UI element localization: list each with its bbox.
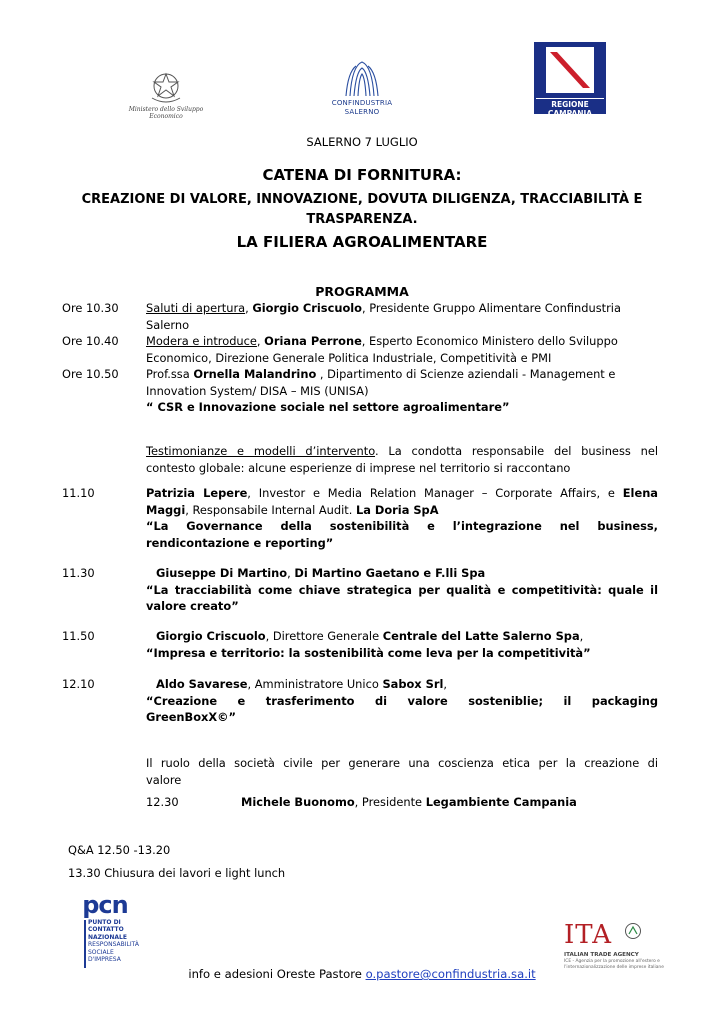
ita-caption-sub: ICE - Agenzia per la promozione all'estero e [564,959,660,964]
session-type: Saluti di apertura [146,301,246,315]
talk-title: “La tracciabilità come chiave strategica per qualità e competitività: quale il [146,582,658,597]
session-time: Ore 10.30 [62,301,119,315]
italian-emblem-icon [118,68,214,108]
speaker-role: , Presidente Gruppo Alimentare Confindustria [362,301,621,315]
ita-caption-sub-2: l'internazionalizzazione delle imprese italiane [564,965,664,970]
speaker-name: Oriana Perrone [264,334,362,348]
talk-title-cont: valore creato” [146,599,239,613]
talk-title: “ CSR e Innovazione sociale nel settore agroalimentare” [146,400,510,414]
pcn-logo-text: pcn [82,891,128,919]
pcn-logo [80,891,139,971]
title-line-1 [70,165,654,187]
societa-civile-section [146,755,658,788]
footer-info [0,967,724,981]
session-la-doria: Patrizia Lepere, Investor e Media Relation Manager – Corporate Affairs, e Elena Maggi, Responsabile Internal Audit. La Doria SpA “La Governance della sostenibilità e l’integrazione nel business, rendicontazione e reporting” [146,486,658,550]
session-di-martino: Giuseppe Di Martino, Di Martino Gaetano e F.lli Spa “La tracciabilità come chiave strategica per qualità e competitività: quale il valore creato” [146,566,658,613]
speaker-role-cont: Salerno [146,317,190,332]
session-keynote: Prof.ssa Ornella Malandrino , Dipartimento di Scienze aziendali - Management e Innovation System/ DISA – MIS (UNISA) “ CSR e Innovazione sociale nel settore agroalimentare” [146,366,658,416]
speaker-name: Patrizia Lepere [146,486,248,500]
ministry-logo [118,68,214,120]
company-name: Centrale del Latte Salerno Spa [382,629,580,643]
session-moderator: Modera e introduce, Oriana Perrone, Esperto Economico Ministero dello Sviluppo Economico, Direzione Generale Politica Industriale, Competitività e PMI [146,333,658,366]
speaker-name: Elena [622,486,658,500]
regione-campania-logo [534,42,606,118]
session-opening: Saluti di apertura, Giorgio Criscuolo, Presidente Gruppo Alimentare Confindustria Salerno [146,300,658,333]
talk-title: “Creazione e trasferimento di valore sosteniblie; il packaging [146,693,658,708]
company-name: Di Martino Gaetano e F.lli Spa [294,566,486,580]
title-line-2 [70,190,654,230]
speaker-name: Aldo Savarese [156,677,248,691]
speaker-role: , Esperto Economico Ministero dello Sviluppo [361,334,618,348]
pcn-logo-bar [84,920,86,968]
speaker-role-cont: Innovation System/ DISA – MIS (UNISA) [146,383,369,398]
speaker-name: Michele Buonomo [241,795,355,809]
talk-title-cont: GreenBoxX©” [146,710,237,724]
confindustria-logo [322,60,402,120]
session-sabox: Aldo Savarese, Amministratore Unico Sabox Srl, “Creazione e trasferimento di valore sosteniblie; il packaging GreenBoxX©” [146,677,658,724]
session-time: 11.30 [62,566,95,580]
speaker-name: Giorgio Criscuolo [156,629,266,643]
session-time: 11.10 [62,486,95,500]
title-subtitle-a: CREAZIONE DI VALORE, INNOVAZIONE, DOVUTA DILIGENZA, TRACCIABILITÀ E [81,192,643,207]
confindustria-caption-city: SALERNO [344,108,380,116]
session-centrale-latte: Giorgio Criscuolo, Direttore Generale Centrale del Latte Salerno Spa, “Impresa e territorio: la sostenibilità come leva per la competitività” [146,628,658,661]
programma-heading: PROGRAMMA [315,284,409,299]
qa-session: Q&A 12.50 -13.20 [68,843,171,857]
title-line-3 [70,232,654,254]
ita-caption: ITALIAN TRADE AGENCY [564,952,639,958]
speaker-role-cont: Economico, Direzione Generale Politica Industriale, Competitività e PMI [146,350,552,365]
session-time: Ore 10.50 [62,367,119,381]
session-legambiente: Michele Buonomo, Presidente Legambiente Campania [241,795,577,809]
confindustria-caption: CONFINDUSTRIA [331,99,393,107]
ita-logo [562,920,664,972]
confindustria-symbol-icon [322,60,402,98]
speaker-role: , Dipartimento di Scienze aziendali - Management e [316,367,616,381]
closing-session: 13.30 Chiusura dei lavori e light lunch [68,866,286,880]
pcn-logo-lines: PUNTO DI CONTATTO NAZIONALE RESPONSABILITÀ SOCIALE D'IMPRESA [88,919,139,964]
testimonianze-intro: Testimonianze e modelli d’intervento. La condotta responsabile del business nel contesto globale: alcune esperienze di imprese nel territorio si raccontano [146,444,658,475]
ita-badge-icon [624,922,642,940]
speaker-name: Ornella Malandrino [193,367,317,381]
talk-title: “Impresa e territorio: la sostenibilità come leva per la competitività” [146,645,591,660]
footer-contact-text: info e adesioni Oreste Pastore [188,967,366,981]
session-time: 12.10 [62,677,95,691]
talk-title: “La Governance della sostenibilità e l’integrazione nel business, [146,519,658,533]
contact-email-link[interactable]: o.pastore@confindustria.sa.it [365,967,536,981]
session-type: Modera e introduce [146,334,257,348]
speaker-name: Maggi [146,502,186,517]
session-time: 11.50 [62,629,95,643]
regione-campania-shield-icon [534,42,606,98]
title-subtitle-b: TRASPARENZA. [306,212,418,227]
speaker-name: Giorgio Criscuolo [252,301,362,315]
section-description: contesto globale: alcune esperienze di imprese nel territorio si raccontano [146,460,571,475]
session-time: 12.30 [146,795,179,809]
company-name: Sabox Srl [382,677,444,691]
session-time: Ore 10.40 [62,334,119,348]
ita-logo-text: ITA [564,920,612,950]
organization-name: Legambiente Campania [425,795,577,809]
talk-title-cont: rendicontazione e reporting” [146,535,334,550]
regione-campania-caption: REGIONE CAMPANIA [536,98,604,118]
title-main: CATENA DI FORNITURA: [262,166,462,184]
title-filiera: LA FILIERA AGROALIMENTARE [236,233,488,251]
company-name: La Doria SpA [355,502,439,517]
event-date: SALERNO 7 LUGLIO [306,135,418,149]
section-description-cont: valore [146,772,182,787]
section-description: Il ruolo della società civile per generare una coscienza etica per la creazione di [146,756,658,770]
ministry-caption: Ministero dello Sviluppo Economico [128,106,204,120]
section-title: Testimonianze e modelli d’intervento [146,444,376,458]
speaker-name: Giuseppe Di Martino [156,566,288,580]
